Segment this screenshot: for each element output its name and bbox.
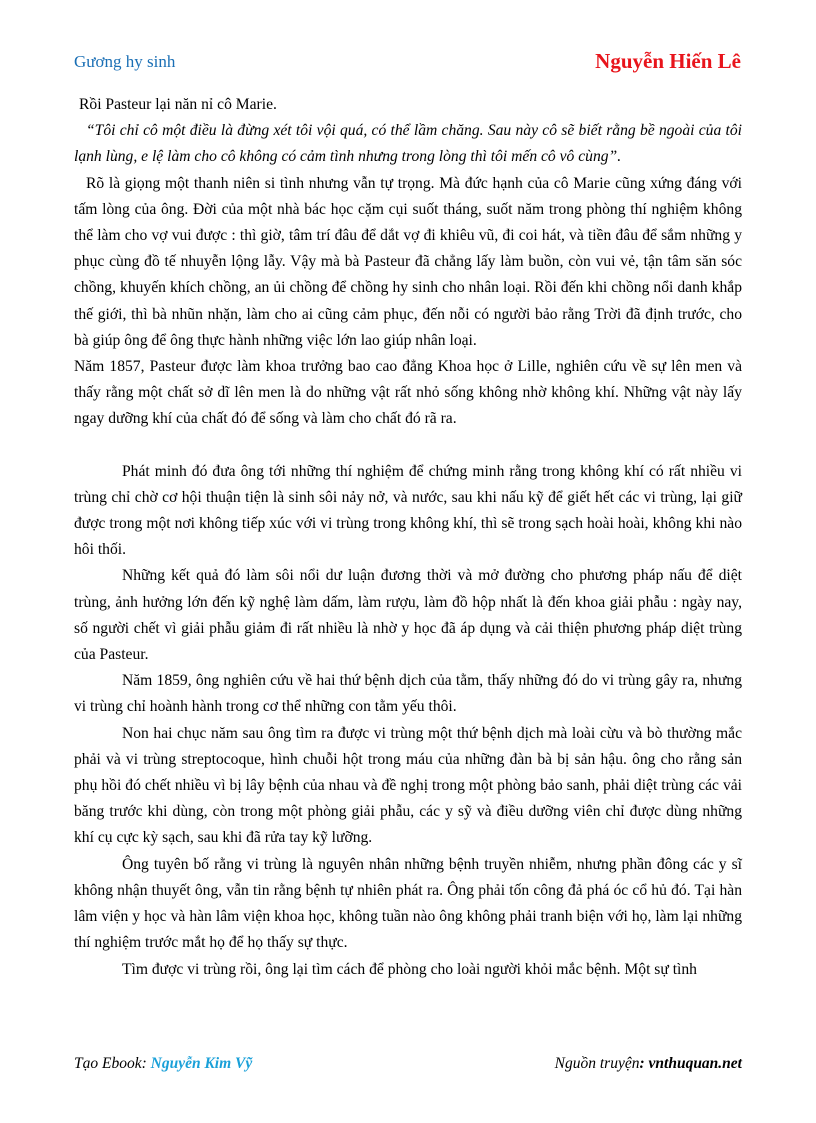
header-author: Nguyễn Hiến Lê	[595, 49, 741, 73]
paragraph-spacer	[74, 433, 742, 459]
paragraph: Rồi Pasteur lại năn nỉ cô Marie.	[79, 96, 277, 113]
paragraph: Tìm được vi trùng rồi, ông lại tìm cách để phòng cho loài người khỏi mắc bệnh. Một sự tình	[122, 960, 697, 978]
quote-paragraph: “Tôi chỉ cô một điều là đừng xét tôi vội quá, có thể lầm chăng. Sau này cô sẽ biết rằng bề ngoài của tôi lạnh lùng, e lệ làm cho cô không có cảm tình nhưng trong lòng thì tôi mến cô vô cùng”.	[74, 122, 742, 166]
paragraph: Non hai chục năm sau ông tìm ra được vi trùng một thứ bệnh dịch mà loài cừu và bò thường mắc phải và vi trùng streptocoque, hình chuỗi hột trong máu của những đàn bà bị sản hậu. ông cho rằng sản phụ hồi đó chết nhiều vì bị lây bệnh của nhau và đề nghị trong một phòng bảo sanh, phải diệt trùng các vải băng trước khi dùng, còn trong một phòng giải phẫu, các y sỹ và điều dưỡng viên chỉ được dùng những khí cụ cực kỳ sạch, sau khi đã rửa tay kỹ lưỡng.	[74, 724, 742, 847]
paragraph: Rõ là giọng một thanh niên si tình nhưng vẫn tự trọng. Mà đức hạnh của cô Marie cũng xứng đáng với tấm lòng của ông. Đời của một nhà bác học cặm cụi suốt tháng, suốt năm trong phòng thí nghiệm không thể làm cho vợ vui được : thì giờ, tâm trí đâu để dắt vợ đi khiêu vũ, đi coi hát, và tiền đâu để sắm những y phục cùng đồ tế nhuyễn lộng lẫy. Vậy mà bà Pasteur đã chẳng lấy làm buồn, còn vui vẻ, tận tâm săn sóc chồng, khuyến khích chồng, an ủi chồng để chồng hy sinh cho nhân loại. Rồi đến khi chồng nổi danh khắp thế giới, thì bà nhũn nhặn, làm cho ai cũng cảm phục, đến nỗi có người bảo rằng Trời đã định trước, cho bà giúp ông để ông thực hành những việc lớn lao giúp nhân loại.	[74, 174, 742, 349]
paragraph: Những kết quả đó làm sôi nổi dư luận đương thời và mở đường cho phương pháp nấu để diệt trùng, ảnh hưởng lớn đến kỹ nghệ làm dấm, làm rượu, làm đồ hộp nhất là đến khoa giải phẫu : ngày nay, số người chết vì giải phẫu giảm đi rất nhiều là nhờ y học đã áp dụng và cải thiện phương pháp diệt trùng của Pasteur.	[74, 567, 742, 664]
footer-source-label: Nguồn truyện	[554, 1055, 640, 1072]
footer-source-credit	[555, 1055, 742, 1073]
footer-source-separator: :	[639, 1055, 649, 1072]
footer-ebook-label: Tạo Ebook	[74, 1055, 142, 1072]
footer-ebook-separator: :	[141, 1055, 151, 1072]
footer-ebook-credit	[74, 1055, 252, 1073]
paragraph: Phát minh đó đưa ông tới những thí nghiệm để chứng minh rằng trong không khí có rất nhiều vi trùng chỉ chờ cơ hội thuận tiện là sinh sôi nảy nở, và nước, sau khi nấu kỹ để giết hết các vi trùng, lại giữ được trong một nơi không tiếp xúc với vi trùng trong không khí, thì sẽ trong sạch hoài hoài, không khi nào hôi thối.	[74, 462, 742, 559]
footer-source-site: vnthuquan.net	[648, 1055, 742, 1072]
header-series-title: Gương hy sinh	[74, 52, 176, 71]
paragraph: Năm 1857, Pasteur được làm khoa trưởng bao cao đẳng Khoa học ở Lille, nghiên cứu về sự lên men và thấy rằng một chất sở dĩ lên men là do những vật rất nhỏ sống không nhờ không khí. Những vật này lấy ngay dưỡng khí của chất đó để sống và làm cho chất đó rã ra.	[74, 358, 742, 428]
paragraph: Ông tuyên bố rằng vi trùng là nguyên nhân những bệnh truyền nhiễm, nhưng phần đông các y sĩ không nhận thuyết ông, vẫn tin rằng bệnh tự nhiên phát ra. Ông phải tốn công đả phá óc cổ hủ đó. Tại hàn lâm viện y học và hàn lâm viện khoa học, không tuần nào ông không phải tranh biện với họ, làm lại những thí nghiệm trước mắt họ để họ thấy sự thực.	[74, 855, 742, 952]
document-body	[74, 92, 742, 983]
paragraph: Năm 1859, ông nghiên cứu về hai thứ bệnh dịch của tằm, thấy những đó do vi trùng gây ra, nhưng vi trùng chỉ hoành hành trong cơ thể những con tằm yếu thôi.	[74, 672, 742, 716]
footer-ebook-name: Nguyễn Kim Vỹ	[150, 1055, 253, 1072]
